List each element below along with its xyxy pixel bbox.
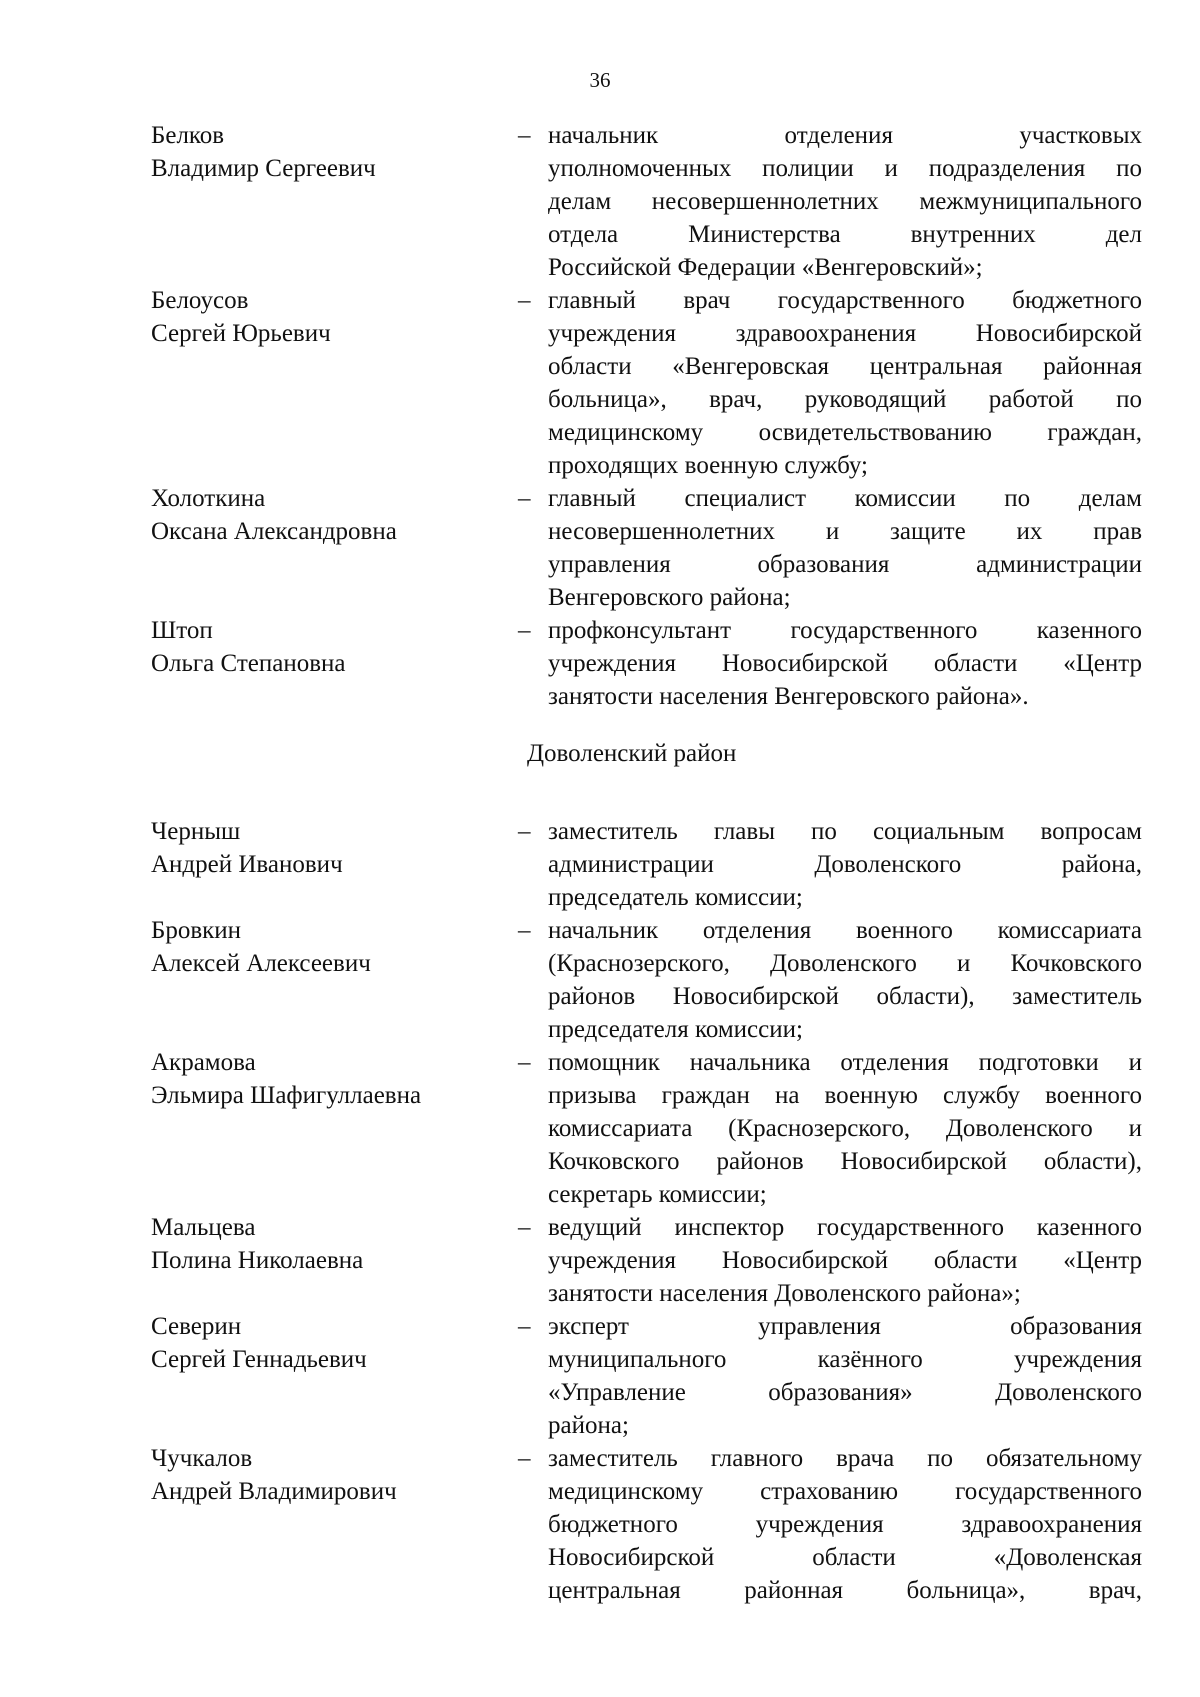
position-line: медицинскому освидетельствованию граждан, — [548, 419, 1142, 446]
member-entry — [0, 815, 1200, 914]
position-line: больница», врач, руководящий работой по — [548, 386, 1142, 413]
page-number: 36 — [589, 68, 611, 92]
member-entry — [0, 1211, 1200, 1310]
position-line: начальник отделения участковых — [548, 122, 1142, 149]
member-given-names: Андрей Иванович — [151, 851, 343, 878]
member-position — [548, 482, 1142, 614]
position-line: муниципального казённого учреждения — [548, 1346, 1142, 1373]
member-name — [0, 1310, 518, 1442]
member-given-names: Андрей Владимирович — [151, 1478, 397, 1505]
member-entry — [0, 914, 1200, 1046]
member-position — [548, 614, 1142, 713]
position-line: призыва граждан на военную службу военного — [548, 1082, 1142, 1109]
position-line: Новосибирской области «Доволенская — [548, 1544, 1142, 1571]
member-surname: Акрамова — [151, 1049, 256, 1076]
position-line: учреждения Новосибирской области «Центр — [548, 650, 1142, 677]
dash-separator: – — [518, 1313, 531, 1340]
dash-separator: – — [518, 287, 531, 314]
position-line: медицинскому страхованию государственного — [548, 1478, 1142, 1505]
member-surname: Чучкалов — [151, 1445, 253, 1472]
position-line: эксперт управления образования — [548, 1313, 1142, 1340]
position-line: делам несовершеннолетних межмуниципального — [548, 188, 1142, 215]
position-line: центральная районная больница», врач, — [548, 1577, 1142, 1604]
dash-separator: – — [518, 1214, 531, 1241]
dash-separator: – — [518, 917, 531, 944]
position-line: проходящих военную службу; — [548, 452, 868, 479]
member-given-names: Эльмира Шафигуллаевна — [151, 1082, 422, 1109]
position-line: области «Венгеровская центральная районная — [548, 353, 1142, 380]
position-line: бюджетного учреждения здравоохранения — [548, 1511, 1142, 1538]
position-line: Венгеровского района; — [548, 584, 791, 611]
position-line: начальник отделения военного комиссариата — [548, 917, 1142, 944]
member-name — [0, 1211, 518, 1310]
member-position — [548, 1211, 1142, 1310]
position-line: профконсультант государственного казенного — [548, 617, 1142, 644]
member-surname: Бровкин — [151, 917, 242, 944]
member-name — [0, 614, 518, 713]
member-name — [0, 482, 518, 614]
position-line: (Краснозерского, Доволенского и Кочковского — [548, 950, 1142, 977]
dash-separator: – — [518, 122, 531, 149]
member-surname: Черныш — [151, 818, 241, 845]
position-line: заместитель главного врача по обязательному — [548, 1445, 1142, 1472]
position-line: районов Новосибирской области), заместитель — [548, 983, 1142, 1010]
member-position — [548, 914, 1142, 1046]
member-given-names: Алексей Алексеевич — [151, 950, 371, 977]
position-line: отдела Министерства внутренних дел — [548, 221, 1142, 248]
member-entry — [0, 1046, 1200, 1211]
member-name — [0, 1442, 518, 1607]
position-line: учреждения Новосибирской области «Центр — [548, 1247, 1142, 1274]
dash-separator: – — [518, 485, 531, 512]
member-name — [0, 1046, 518, 1211]
member-given-names: Владимир Сергеевич — [151, 155, 376, 182]
position-line: секретарь комиссии; — [548, 1181, 767, 1208]
member-surname: Белоусов — [151, 287, 249, 314]
dash-separator: – — [518, 617, 531, 644]
member-list-vengerovsky — [0, 119, 1200, 713]
position-line: Кочковского районов Новосибирской области), — [548, 1148, 1142, 1175]
dash-separator: – — [518, 818, 531, 845]
position-line: занятости населения Венгеровского района». — [548, 683, 1029, 710]
district-heading: Доволенский район — [527, 740, 737, 767]
position-line: председатель комиссии; — [548, 884, 803, 911]
position-line: ведущий инспектор государственного казенного — [548, 1214, 1142, 1241]
position-line: помощник начальника отделения подготовки и — [548, 1049, 1142, 1076]
position-line: учреждения здравоохранения Новосибирской — [548, 320, 1142, 347]
member-position — [548, 815, 1142, 914]
position-line: уполномоченных полиции и подразделения по — [548, 155, 1142, 182]
position-line: администрации Доволенского района, — [548, 851, 1142, 878]
member-position — [548, 1442, 1142, 1607]
member-position — [548, 1046, 1142, 1211]
member-entry — [0, 284, 1200, 482]
dash-separator: – — [518, 1049, 531, 1076]
member-name — [0, 284, 518, 482]
member-position — [548, 119, 1142, 284]
member-entry — [0, 1310, 1200, 1442]
member-name — [0, 119, 518, 284]
member-entry — [0, 482, 1200, 614]
member-surname: Холоткина — [151, 485, 266, 512]
position-line: председателя комиссии; — [548, 1016, 803, 1043]
member-given-names: Сергей Геннадьевич — [151, 1346, 367, 1373]
member-entry — [0, 119, 1200, 284]
member-given-names: Оксана Александровна — [151, 518, 397, 545]
member-list-dovolensky — [0, 815, 1200, 1607]
member-name — [0, 914, 518, 1046]
member-given-names: Ольга Степановна — [151, 650, 346, 677]
position-line: главный специалист комиссии по делам — [548, 485, 1142, 512]
member-given-names: Полина Николаевна — [151, 1247, 364, 1274]
member-surname: Северин — [151, 1313, 242, 1340]
member-position — [548, 284, 1142, 482]
position-line: управления образования администрации — [548, 551, 1142, 578]
position-line: района; — [548, 1412, 629, 1439]
position-line: «Управление образования» Доволенского — [548, 1379, 1142, 1406]
member-surname: Штоп — [151, 617, 213, 644]
position-line: занятости населения Доволенского района»; — [548, 1280, 1021, 1307]
position-line: комиссариата (Краснозерского, Доволенского и — [548, 1115, 1142, 1142]
position-line: главный врач государственного бюджетного — [548, 287, 1142, 314]
member-surname: Белков — [151, 122, 225, 149]
member-position — [548, 1310, 1142, 1442]
position-line: заместитель главы по социальным вопросам — [548, 818, 1142, 845]
dash-separator: – — [518, 1445, 531, 1472]
member-name — [0, 815, 518, 914]
member-entry — [0, 614, 1200, 713]
member-entry — [0, 1442, 1200, 1607]
position-line: несовершеннолетних и защите их прав — [548, 518, 1142, 545]
member-given-names: Сергей Юрьевич — [151, 320, 331, 347]
position-line: Российской Федерации «Венгеровский»; — [548, 254, 983, 281]
member-surname: Мальцева — [151, 1214, 256, 1241]
